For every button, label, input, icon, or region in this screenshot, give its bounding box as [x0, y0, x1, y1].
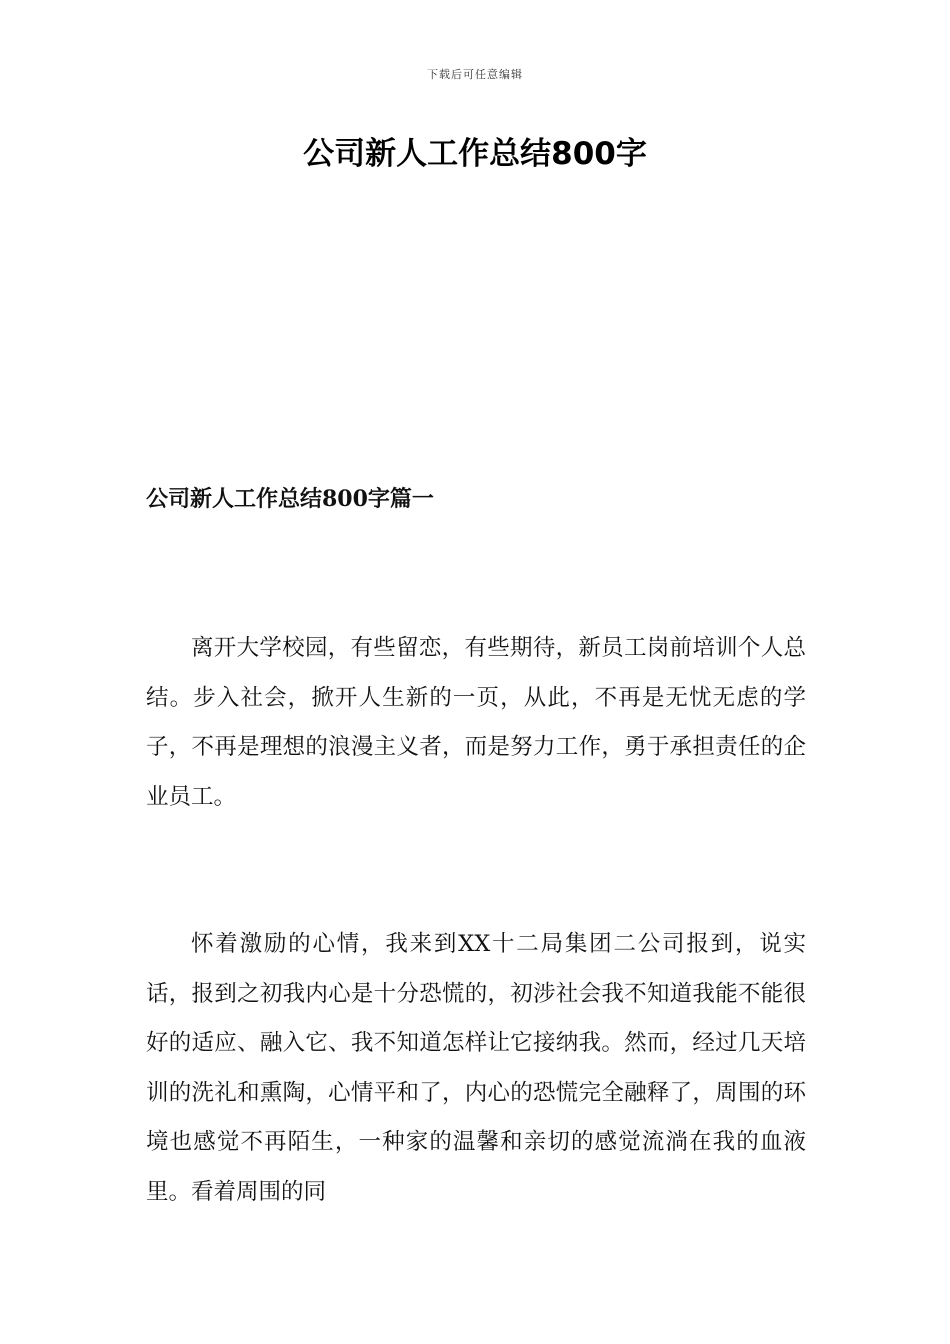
body-paragraph-1: 离开大学校园，有些留恋，有些期待，新员工岗前培训个人总结。步入社会，掀开人生新的一页，从此，不再是无忧无虑的学子，不再是理想的浪漫主义者，而是努力工作，勇于承担责任的企业员工。: [146, 635, 806, 810]
body-paragraph-2: 怀着激励的心情，我来到XX十二局集团二公司报到，说实话，报到之初我内心是十分恐慌的，初涉社会我不知道我能不能很好的适应、融入它、我不知道怎样让它接纳我。然而，经过几天培训的洗礼和熏陶，心情平和了，内心的恐慌完全融释了，周围的环境也感觉不再陌生，一种家的温馨和亲切的感觉流淌在我的血液里。看着周围的同: [146, 931, 806, 1205]
document-title: 公司新人工作总结800字: [303, 136, 647, 172]
section-heading: 公司新人工作总结800字篇一: [146, 486, 434, 512]
header-note: 下载后可任意编辑: [427, 68, 523, 81]
